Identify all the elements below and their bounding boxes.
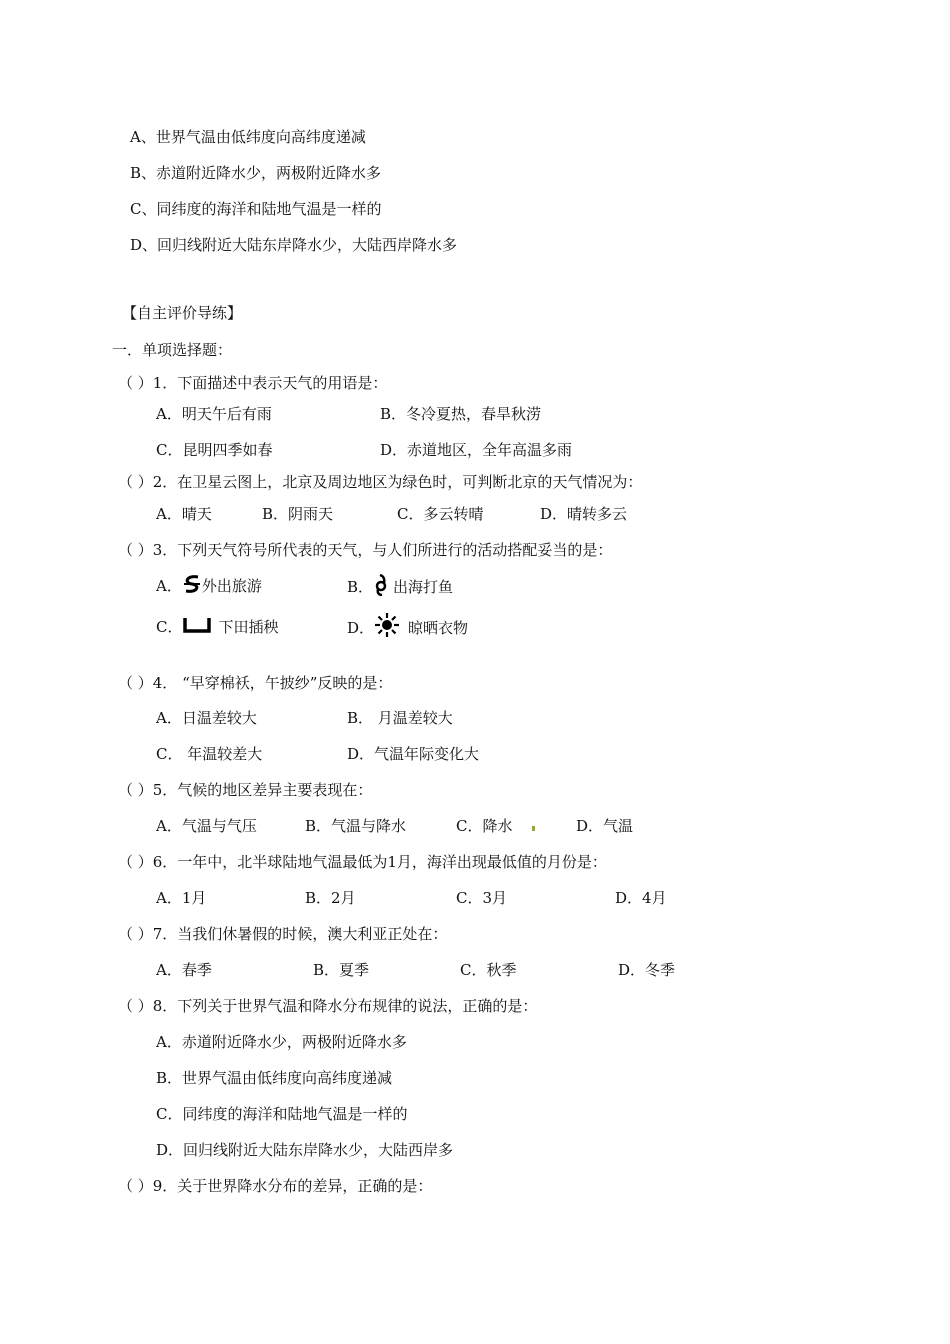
question-7-stem: （ ）7．当我们休暑假的时候，澳大利亚正处在：: [118, 925, 448, 943]
question-5-option-b: B．气温与降水: [305, 817, 407, 835]
typhoon-symbol-icon: [373, 574, 389, 602]
question-5-option-c: C．降水: [456, 817, 513, 835]
question-3-option-c: [156, 616, 279, 640]
stray-mark: [532, 826, 535, 831]
question-7-option-a: A．春季: [156, 961, 212, 979]
sandstorm-symbol-icon: [182, 574, 202, 600]
question-2-option-a: A．晴天: [156, 505, 212, 523]
section-title: 【自主评价导练】: [122, 304, 243, 322]
option-letter: C．: [156, 618, 183, 636]
question-3-option-b: [347, 574, 453, 602]
top-option-a: A、世界气温由低纬度向高纬度递减: [130, 128, 366, 146]
question-5-option-d: D．气温: [576, 817, 634, 835]
top-option-d: D、回归线附近大陆东岸降水少，大陆西岸降水多: [130, 236, 458, 254]
question-5-option-a: A．气温与气压: [156, 817, 257, 835]
question-4-option-b: B． 月温差较大: [347, 709, 453, 727]
question-3-option-a: [156, 574, 262, 600]
question-8-option-c: C．同纬度的海洋和陆地气温是一样的: [156, 1105, 408, 1123]
top-option-b: B、赤道附近降水少，两极附近降水多: [130, 164, 382, 182]
option-text: 出海打鱼: [393, 578, 454, 596]
question-4-option-c: C． 年温较差大: [156, 745, 263, 763]
question-4-option-a: A．日温差较大: [156, 709, 257, 727]
question-4-option-d: D．气温年际变化大: [347, 745, 480, 763]
question-6-stem: （ ）6．一年中，北半球陆地气温最低为1月，海洋出现最低值的月份是：: [118, 853, 607, 871]
question-6-option-a: A．1月: [156, 889, 207, 907]
question-1-option-d: D．赤道地区，全年高温多雨: [380, 441, 573, 459]
question-8-stem: （ ）8．下列关于世界气温和降水分布规律的说法，正确的是：: [118, 997, 538, 1015]
question-5-stem: （ ）5．气候的地区差异主要表现在：: [118, 781, 373, 799]
question-3-stem: （ ）3．下列天气符号所代表的天气，与人们所进行的活动搭配妥当的是：: [118, 541, 613, 559]
question-8-option-d: D．回归线附近大陆东岸降水少，大陆西岸多: [156, 1141, 454, 1159]
question-8-option-a: A．赤道附近降水少，两极附近降水多: [156, 1033, 407, 1051]
question-7-option-b: B．夏季: [313, 961, 370, 979]
question-2-stem: （ ）2．在卫星云图上，北京及周边地区为绿色时，可判断北京的天气情况为：: [118, 473, 643, 491]
question-7-option-c: C．秋季: [460, 961, 517, 979]
option-letter: A．: [156, 577, 182, 595]
option-letter: D．: [347, 619, 375, 637]
question-1-option-a: A．明天午后有雨: [156, 405, 272, 423]
sunny-symbol-icon: [374, 612, 400, 646]
rain-gauge-symbol-icon: [182, 616, 212, 640]
question-6-option-b: B．2月: [305, 889, 356, 907]
option-text: 下田插秧: [218, 618, 279, 636]
question-2-option-b: B．阴雨天: [262, 505, 334, 523]
part-title: 一．单项选择题：: [112, 341, 233, 359]
question-3-option-d: [347, 612, 468, 646]
question-1-option-c: C．昆明四季如春: [156, 441, 273, 459]
question-8-option-b: B．世界气温由低纬度向高纬度递减: [156, 1069, 393, 1087]
option-text: 晾晒衣物: [408, 619, 469, 637]
question-7-option-d: D．冬季: [618, 961, 676, 979]
question-2-option-d: D．晴转多云: [540, 505, 628, 523]
question-1-stem: （ ）1．下面描述中表示天气的用语是：: [118, 374, 388, 392]
question-6-option-c: C．3月: [456, 889, 508, 907]
option-letter: B．: [347, 578, 374, 596]
question-1-option-b: B．冬冷夏热，春旱秋涝: [380, 405, 542, 423]
question-6-option-d: D．4月: [615, 889, 667, 907]
question-2-option-c: C．多云转晴: [397, 505, 484, 523]
question-4-stem: （ ）4． “早穿棉袄，午披纱”反映的是：: [118, 674, 393, 692]
option-text: 外出旅游: [201, 577, 262, 595]
top-option-c: C、同纬度的海洋和陆地气温是一样的: [130, 200, 382, 218]
question-9-stem: （ ）9．关于世界降水分布的差异，正确的是：: [118, 1177, 433, 1195]
